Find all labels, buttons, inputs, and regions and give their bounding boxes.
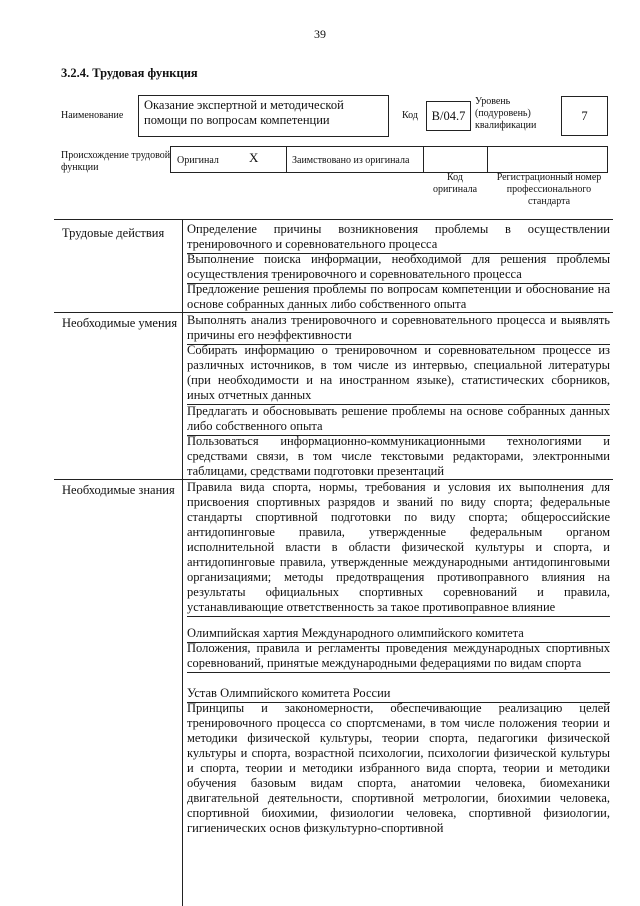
knowledge-item: Правила вида спорта, нормы, требования и условия их выполнения для присвоения спортивных разрядов и званий по виду спорта; федеральные стандарты спортивной подготовки по виду спорта; общероссийские антидопинговые правила, утвержденные федеральным органом исполнительной власти в области физической культуры и спорта, и антидопинговые правила, утвержденные международными антидопинговыми организациями; методы предотвращения противоправного влияния на результаты официальных спортивных соревнований и правила, устанавливающие ответственность за такое противоправное влияние	[187, 480, 610, 617]
action-item: Выполнение поиска информации, необходимой для решения проблемы осуществления тренировочного и соревновательного процесса	[187, 252, 610, 284]
action-item: Определение причины возникновения проблемы в осуществлении тренировочного и соревновательного процесса	[187, 222, 610, 254]
section-title: 3.2.4. Трудовая функция	[61, 66, 198, 80]
column-divider	[182, 220, 183, 906]
origin-divider	[170, 146, 171, 173]
row-label-skills: Необходимые умения	[62, 316, 178, 330]
name-label: Наименование	[61, 110, 124, 121]
original-mark: X	[249, 150, 259, 165]
origin-divider	[423, 146, 424, 173]
reg-number-label: Регистрационный номер профессионального стандарта	[496, 172, 602, 207]
code-value: B/04.7	[426, 101, 471, 131]
row-label-actions: Трудовые действия	[62, 226, 165, 240]
action-item: Предложение решения проблемы по вопросам компетенции и обоснование на основе собранных данных либо собственного опыта	[187, 282, 610, 311]
page-number: 39	[314, 27, 326, 41]
origin-top-line	[170, 146, 608, 147]
original-label: Оригинал	[177, 155, 219, 166]
skill-item: Пользоваться информационно-коммуникационными технологиями и средствами связи, в том числе текстовыми редакторами, электронными таблицами, средствами подготовки презентаций	[187, 434, 610, 478]
borrowed-label: Заимствовано из оригинала	[292, 155, 410, 166]
level-label: Уровень (подуровень) квалификации	[475, 96, 537, 131]
knowledge-item: Устав Олимпийского комитета России	[187, 686, 610, 703]
code-original-label: Код оригинала	[432, 172, 478, 195]
knowledge-item: Олимпийская хартия Международного олимпийского комитета	[187, 626, 610, 643]
function-name: Оказание экспертной и методической помощи по вопросам компетенции	[138, 95, 389, 137]
code-label: Код	[402, 110, 418, 121]
origin-divider	[286, 146, 287, 173]
skill-item: Выполнять анализ тренировочного и соревновательного процесса и выявлять причины его неэффективности	[187, 313, 610, 345]
skill-item: Собирать информацию о тренировочном и соревновательном процессе из различных источников, в том числе из интервью, специальной литературы (при необходимости и на иностранном языке), статистических сборников, иных отчетных данных	[187, 343, 610, 405]
origin-divider	[487, 146, 488, 173]
origin-label: Происхождение трудовой функции	[61, 150, 171, 173]
row-label-knowledge: Необходимые знания	[62, 483, 175, 497]
level-value: 7	[561, 96, 608, 136]
origin-divider	[607, 146, 608, 173]
skill-item: Предлагать и обосновывать решение проблемы на основе собранных данных либо собственного опыта	[187, 404, 610, 436]
function-table	[54, 219, 613, 906]
knowledge-item: Принципы и закономерности, обеспечивающие реализацию целей тренировочного процесса со спортсменами, в том числе положения теории и методики физической культуры, теории спорта, педагогики физической культуры и спорта, возрастной психологии, психологии физической культуры и спорта, теории и методики избранного вида спорта, теории и методики обучения базовым видам спорта, анатомии человека, биомеханики двигательной деятельности, спортивной метрологии, биохимии человека, спортивной биохимии, физиологии человека, спортивной физиологии, гигиенических основ физкультурно-спортивной	[187, 701, 610, 835]
knowledge-item: Положения, правила и регламенты проведения международных спортивных соревнований, принятые международными федерациями по видам спорта	[187, 641, 610, 673]
